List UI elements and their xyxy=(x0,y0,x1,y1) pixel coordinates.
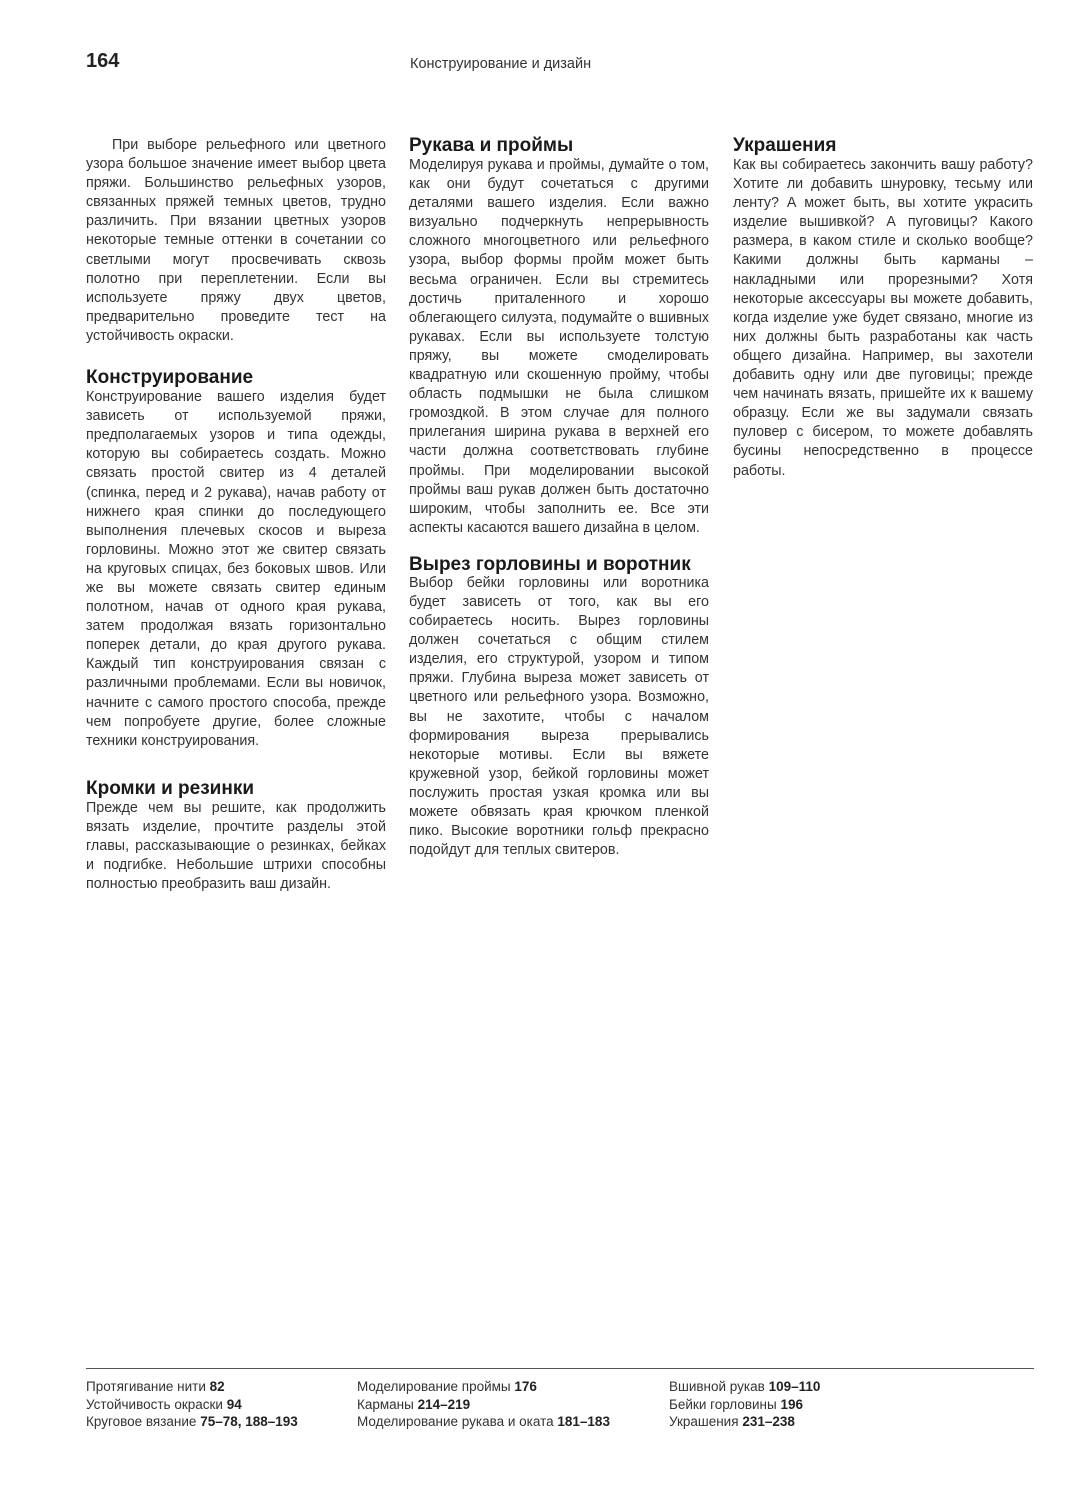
ref-pages: 94 xyxy=(226,1396,242,1412)
edges-heading: Кромки и резинки xyxy=(86,777,255,799)
sleeves-heading: Рукава и проймы xyxy=(409,135,574,156)
sleeves-paragraph: Моделируя рукава и проймы, думайте о том, как они будут сочетаться с другими деталями вашего изделия. Если важно визуально подчеркнуть непрерывность сложного многоцветного или рельефного узора, выбор формы пройм может быть весьма ограничен. Если вы стремитесь достичь приталенного и хорошо облегающего силуэта, подумайте о вшивных рукавах. Если вы используете толстую пряжу, вы можете смоделировать квадратную или скошенную пройму, чтобы область подмышки не была слишком громоздкой. В этом случае для полного прилегания ширина рукава в верхней его части должна соответствовать глубине проймы. При моделировании высокой проймы ваш рукав должен быть достаточно широким, чтобы заполнить ее. Все эти аспекты касаются вашего дизайна в целом. xyxy=(409,157,709,536)
footer-divider xyxy=(86,1368,1034,1369)
footer-refs-col2 xyxy=(357,1378,610,1431)
ref-label: Карманы xyxy=(357,1396,414,1412)
construction-paragraph: Конструирование вашего изделия будет зависеть от используемой пряжи, предполагаемых узоров и типа одежды, которую вы собираетесь создать. Можно связать простой свитер из 4 деталей (спинка, перед и 2 рукава), начав работу от нижнего края спинки до последующего выполнения плечевых скосов и выреза горловины. Можно этот же свитер связать на круговых спицах, без боковых швов. Или же вы можете связать свитер единым полотном, начав от одного края рукава, затем продолжая вязать горизонтально поперек детали, до края другого рукава. Каждый тип конструирования связан с различными проблемами. Если вы новичок, начните с самого простого способа, прежде чем попробуете другие, более сложные техники конструирования. xyxy=(86,389,386,749)
ref-pages: 75–78, 188–193 xyxy=(200,1414,298,1429)
column-right xyxy=(733,136,1033,481)
ref-label: Моделирование рукава и оката xyxy=(357,1414,554,1429)
cross-reference xyxy=(669,1413,820,1431)
cross-reference xyxy=(357,1378,610,1396)
ref-label: Круговое вязание xyxy=(86,1414,197,1429)
decor-paragraph: Как вы собираетесь закончить вашу работу? Хотите ли добавить шнуровку, тесьму или ленту? А может быть, вы хотите украсить изделие вышивкой? А пуговицы? Какого размера, в каком стиле и сколько вообще? Какими должны быть карманы – накладными или прорезными? Хотя некоторые аксессуары вы можете добавить, когда изделие уже будет связано, многие из них должны быть разработаны как часть общего дизайна. Например, вы захотели добавить одну или две пуговицы; прежде чем начинать вязать, пришейте их к вашему образцу. Если же вы задумали связать пуловер с бисером, то можете добавлять бусины непосредственно в процессе работы. xyxy=(733,157,1033,479)
cross-reference xyxy=(357,1413,610,1431)
neckline-heading: Вырез горловины и воротник xyxy=(409,553,691,575)
construction-heading: Конструирование xyxy=(86,367,254,389)
ref-pages: 82 xyxy=(209,1379,225,1394)
running-title: Конструирование и дизайн xyxy=(410,56,592,72)
footer-refs-col1 xyxy=(86,1378,298,1431)
cross-reference xyxy=(669,1396,820,1414)
ref-label: Протягивание нити xyxy=(86,1379,206,1394)
cross-reference xyxy=(669,1378,820,1396)
ref-label: Вшивной рукав xyxy=(669,1379,765,1394)
ref-label: Украшения xyxy=(669,1414,739,1429)
ref-pages: 176 xyxy=(514,1379,537,1394)
cross-reference xyxy=(86,1396,298,1414)
ref-pages: 214–219 xyxy=(417,1396,471,1412)
column-left xyxy=(86,136,386,894)
footer-refs-col3 xyxy=(669,1378,820,1431)
ref-pages: 231–238 xyxy=(742,1414,795,1429)
column-middle xyxy=(409,136,709,860)
ref-pages: 109–110 xyxy=(768,1379,821,1394)
page-number: 164 xyxy=(86,50,120,72)
cross-reference xyxy=(357,1396,610,1414)
ref-pages: 181–183 xyxy=(557,1414,610,1429)
edges-paragraph: Прежде чем вы решите, как продолжить вязать изделие, прочтите разделы этой главы, рассказывающие о резинках, бейках и подгибке. Небольшие штрихи способны полностью преобразить ваш дизайн. xyxy=(86,799,386,893)
ref-pages: 196 xyxy=(780,1396,803,1412)
ref-label: Моделирование проймы xyxy=(357,1379,511,1394)
ref-label: Бейки горловины xyxy=(669,1396,777,1412)
neckline-paragraph: Выбор бейки горловины или воротника будет зависеть от того, как вы его собираетесь носить. Вырез горловины должен сочетаться с общим стилем изделия, его структурой, узором и типом пряжи. Глубина выреза может зависеть от цветного или рельефного узора. Возможно, вы не захотите, чтобы с началом формирования выреза прерывались некоторые мотивы. Если вы вяжете кружевной узор, бейкой горловины может послужить простая узкая кромка или вы можете обвязать края крючком пленкой пико. Высокие воротники гольф прекрасно подойдут для теплых свитеров. xyxy=(409,574,709,859)
decor-heading: Украшения xyxy=(733,135,837,156)
intro-paragraph: При выборе рельефного или цветного узора большое значение имеет выбор цвета пряжи. Большинство рельефных узоров, связанных пряжей темных цветов, трудно различить. При вязании цветных узоров некоторые темные оттенки в сочетании со светлыми могут просвечивать сквозь полотно при переплетении. Если вы используете пряжу двух цветов, предварительно проведите тест на устойчивость окраски. xyxy=(86,137,386,344)
cross-reference xyxy=(86,1378,298,1396)
ref-label: Устойчивость окраски xyxy=(86,1396,223,1412)
cross-reference xyxy=(86,1413,298,1431)
